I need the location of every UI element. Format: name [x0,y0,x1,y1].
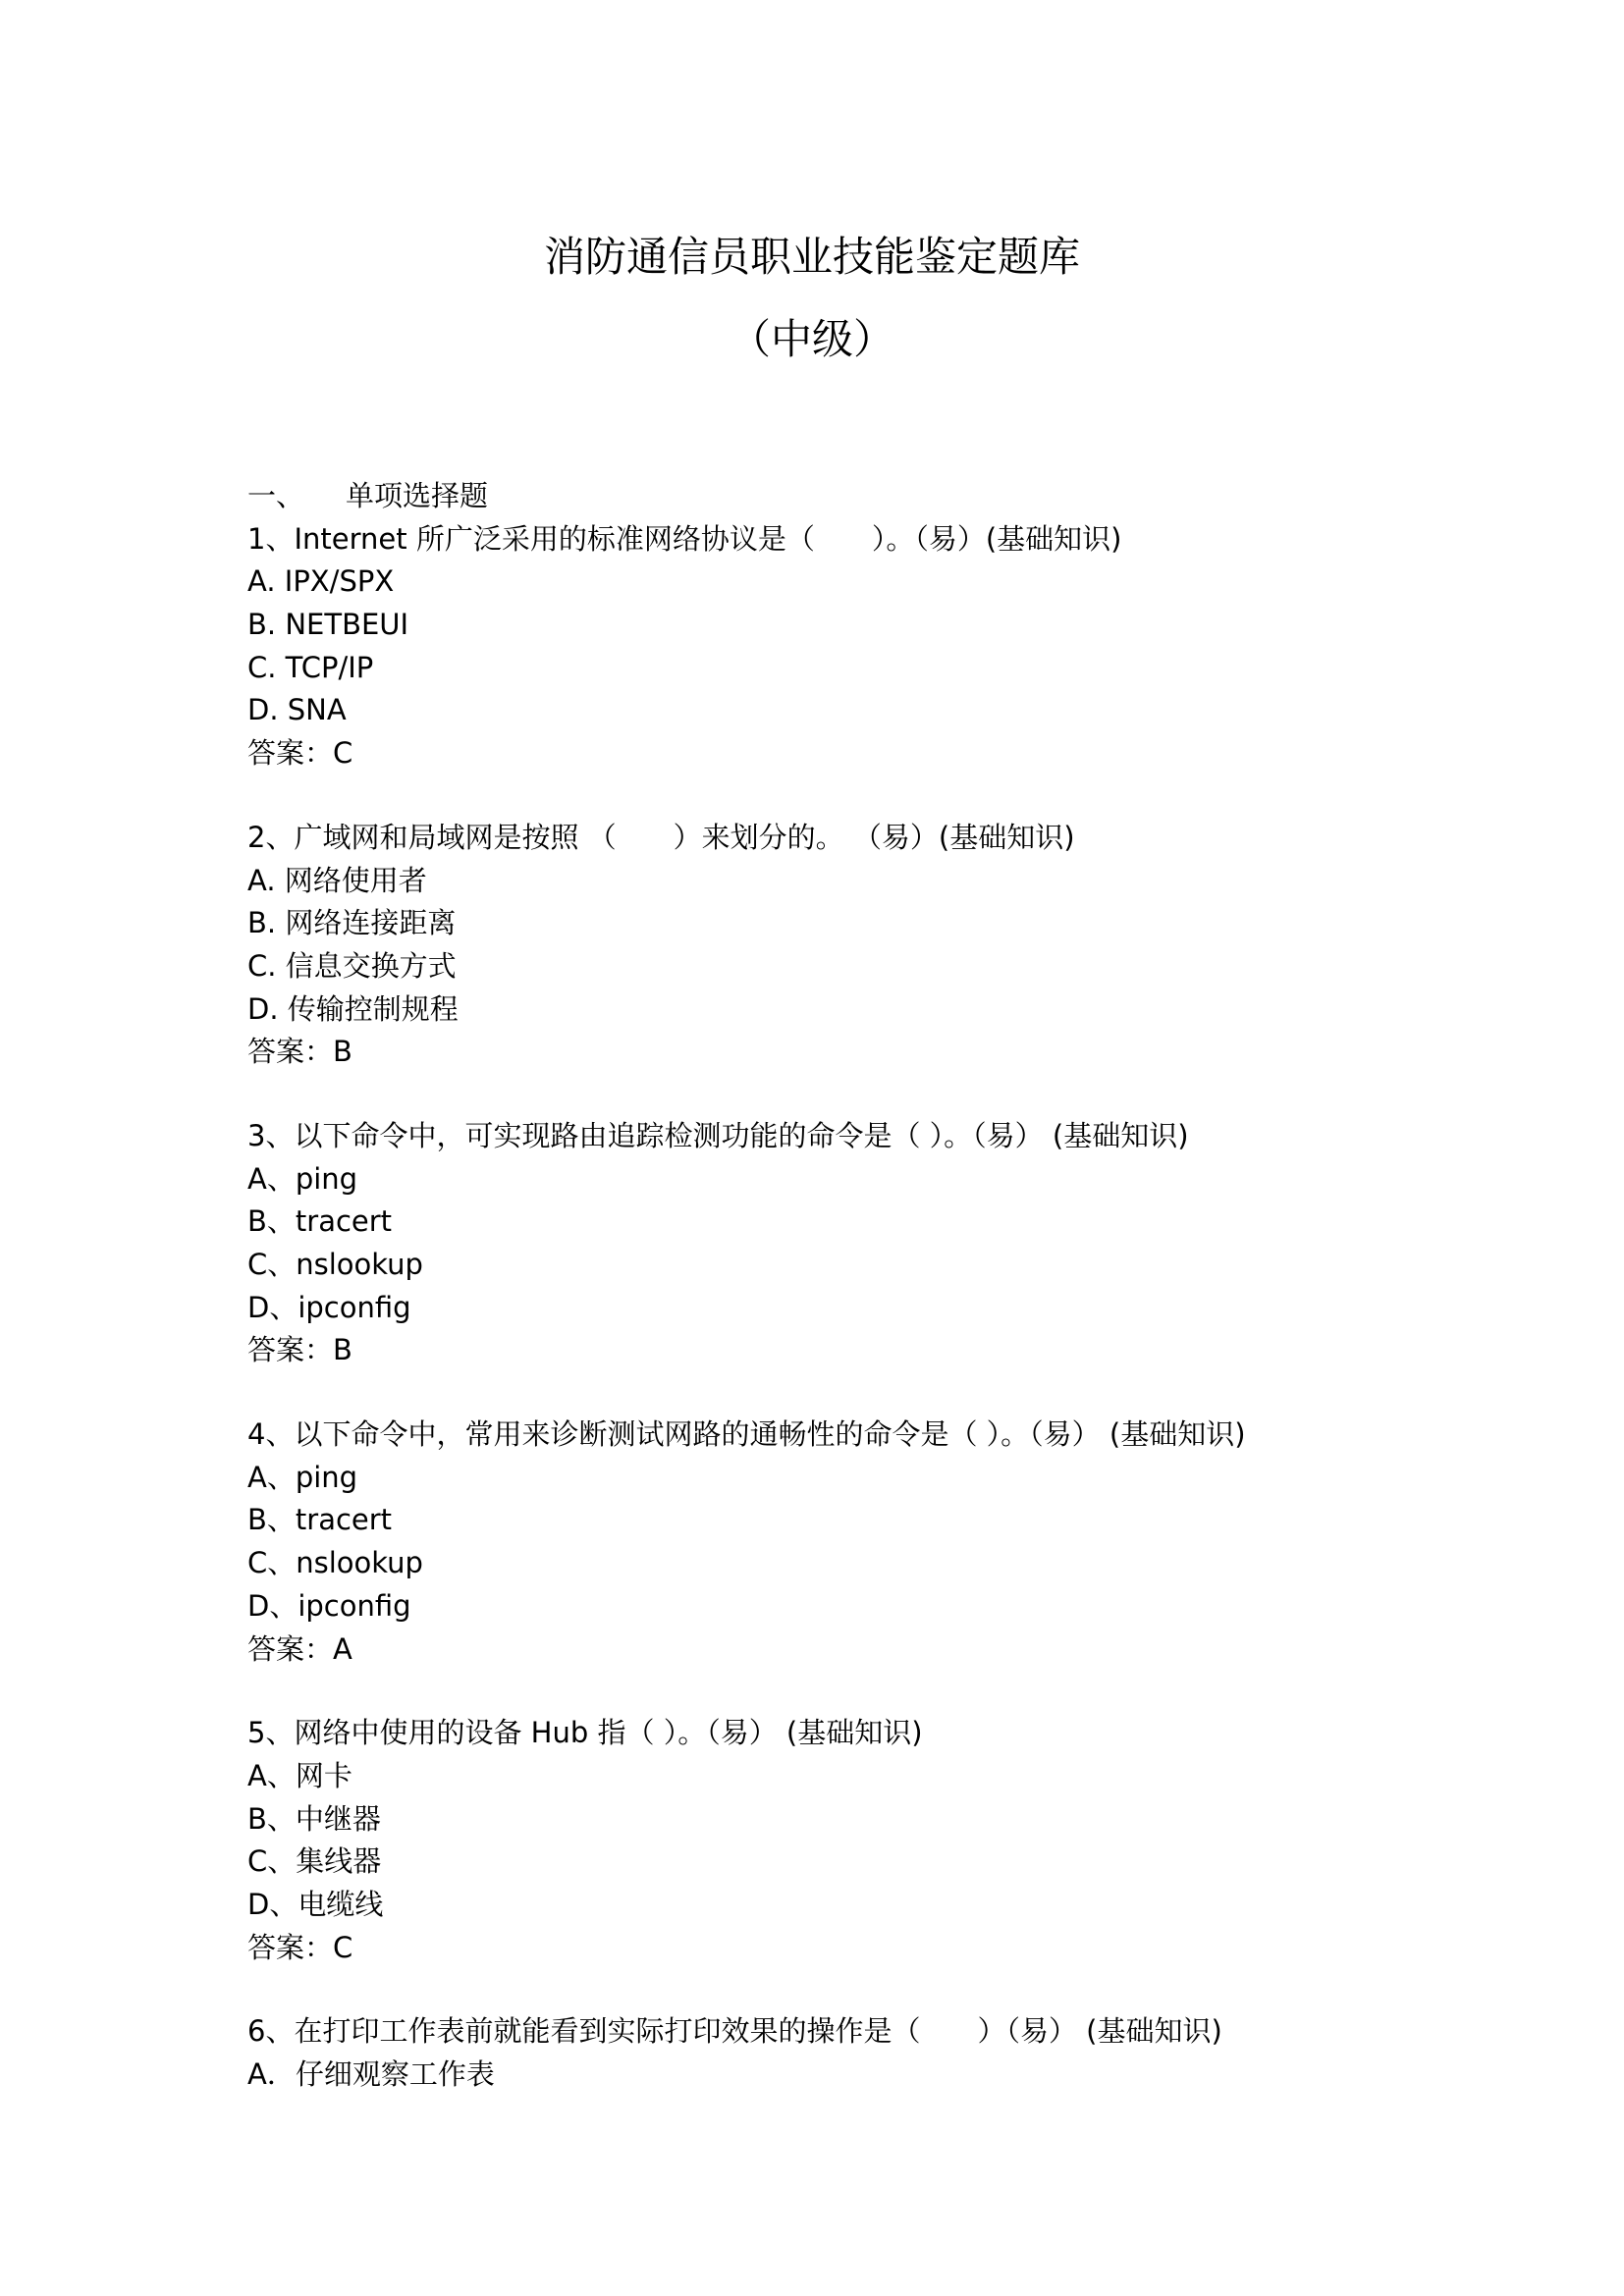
question-stem: 6、在打印工作表前就能看到实际打印效果的操作是（ ）（易） (基础知识) [247,2014,1222,2049]
answer: 答案：C [247,736,353,771]
answer: 答案：B [247,1035,352,1069]
section-heading [247,475,1553,518]
document-body [247,475,1553,2097]
option: D、电缆线 [247,1887,384,1921]
section-number: 一、 [247,479,305,512]
option: C. TCP/IP [247,650,374,684]
option: C. 信息交换方式 [247,948,457,983]
option: D. SNA [247,693,347,727]
option: C、集线器 [247,1844,382,1879]
section-title: 单项选择题 [346,479,489,512]
answer: 答案：B [247,1333,352,1367]
option: A、ping [247,1460,358,1494]
option: C、nslookup [247,1248,423,1281]
option: A、网卡 [247,1758,352,1792]
question-stem: 1、Internet 所广泛采用的标准网络协议是（ ）。（易）(基础知识) [247,521,1122,556]
option: B、中继器 [247,1801,381,1836]
question-stem: 2、广域网和局域网是按照 （ ）来划分的。 （易）(基础知识) [247,820,1075,854]
option: A、ping [247,1161,358,1196]
option: C、nslookup [247,1546,423,1580]
option: B. 网络连接距离 [247,906,457,940]
question-stem: 5、网络中使用的设备 Hub 指（ ）。（易） (基础知识) [247,1716,923,1750]
option: D、ipconfig [247,1588,411,1623]
option: A. 网络使用者 [247,863,427,897]
document-subtitle: （中级） [729,315,894,363]
document-title: 消防通信员职业技能鉴定题库 [543,233,1080,281]
option: B. NETBEUI [247,608,409,642]
question-6 [247,2010,1553,2096]
question-2 [247,817,1553,1074]
question-stem: 4、以下命令中，常用来诊断测试网路的通畅性的命令是（ ）。（易） (基础知识) [247,1417,1246,1452]
answer: 答案：C [247,1930,353,1964]
question-stem: 3、以下命令中，可实现路由追踪检测功能的命令是（ ）。（易） (基础知识) [247,1118,1189,1152]
option: A．仔细观察工作表 [247,2057,495,2091]
option: B、tracert [247,1204,393,1239]
option: D、ipconfig [247,1290,411,1324]
option: B、tracert [247,1503,393,1537]
answer: 答案：A [247,1631,352,1666]
option: A. IPX/SPX [247,564,395,599]
question-4 [247,1414,1553,1671]
question-1 [247,518,1553,775]
question-5 [247,1712,1553,1969]
question-3 [247,1115,1553,1372]
option: D. 传输控制规程 [247,991,459,1026]
